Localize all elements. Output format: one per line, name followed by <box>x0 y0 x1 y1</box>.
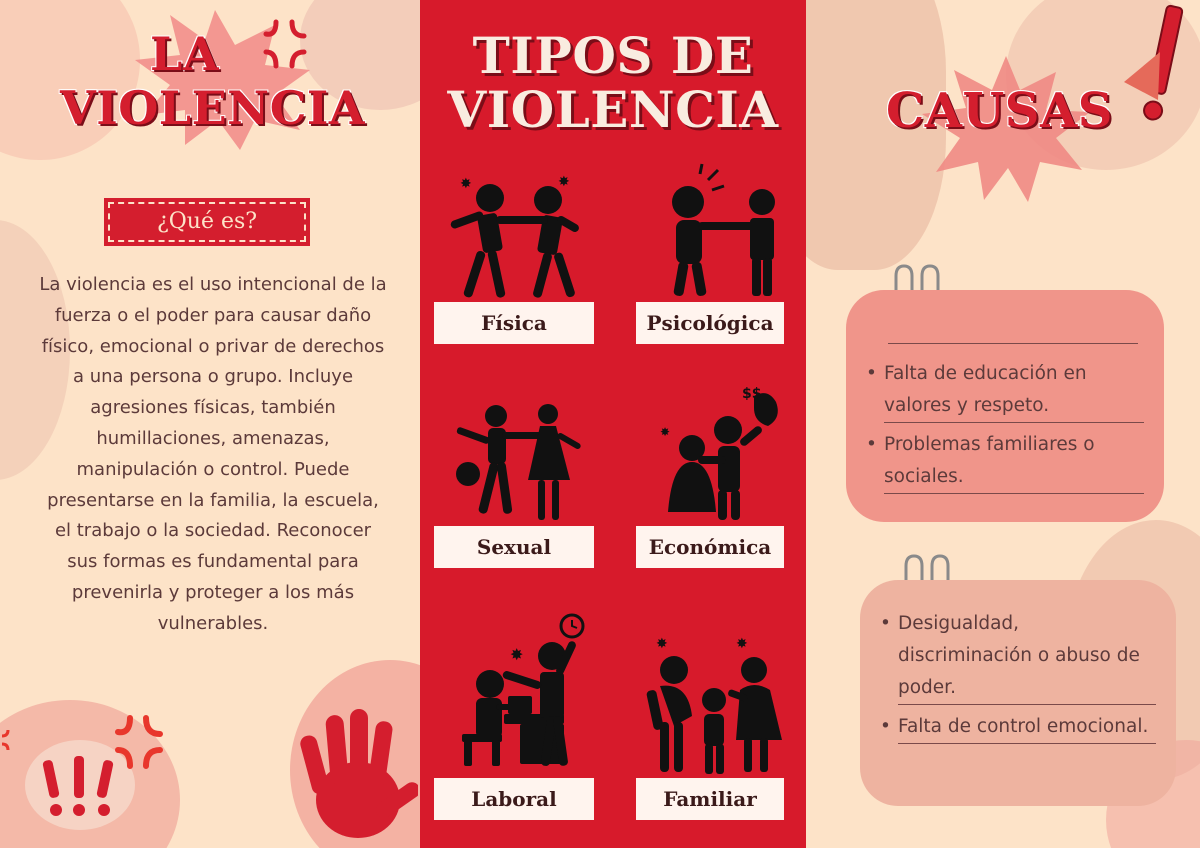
svg-text:✸: ✸ <box>510 645 524 664</box>
left-title-line2: VIOLENCIA <box>60 81 366 135</box>
left-title-line1: LA <box>150 27 220 81</box>
decor-triangle-icon <box>1124 52 1162 102</box>
anger-symbol-icon <box>254 14 314 74</box>
right-panel <box>806 0 1200 848</box>
starburst-icon <box>100 0 360 160</box>
cause-item: • Problemas familiares o sociales. <box>884 429 1144 494</box>
causes-list-1 <box>884 358 1144 494</box>
middle-panel <box>420 0 806 848</box>
causes-note-1 <box>846 290 1164 522</box>
cause-item: • Falta de control emocional. <box>898 711 1156 744</box>
svg-text:✸: ✸ <box>660 425 671 439</box>
middle-title-line1: TIPOS DE <box>472 26 754 85</box>
cause-item: • Desigualdad, discriminación o abuso de poder. <box>898 608 1156 705</box>
anger-symbol-icon <box>0 728 20 752</box>
definition-paragraph: La violencia es el uso intencional de la fuerza o el poder para causar daño físico, emocional o privar de derechos a una persona o grupo. Incluye agresiones físicas, también humillaciones, amenazas, manipulación o control. Puede presentarse en la familia, la escuela, el trabajo o la sociedad. Reconocer sus formas es fundamental para prevenirla y proteger a los más vulnerables. <box>39 274 387 634</box>
fighting-figures-icon <box>440 170 590 298</box>
cause-item: • Falta de educación en valores y respeto. <box>884 358 1144 423</box>
causes-title: CAUSAS <box>886 83 1113 139</box>
anger-symbol-icon <box>108 712 168 772</box>
svg-text:✸: ✸ <box>558 174 570 190</box>
type-label-fisica: Física <box>434 302 594 344</box>
middle-title-line2: VIOLENCIA <box>447 80 779 139</box>
svg-text:✸: ✸ <box>736 636 748 652</box>
left-panel <box>0 0 420 848</box>
red-handprint-icon <box>298 705 418 848</box>
money-bag-taken-icon <box>642 382 792 522</box>
grabbing-figure-icon <box>448 402 588 522</box>
causes-note-2 <box>860 580 1176 806</box>
parents-yelling-child-icon <box>630 630 800 780</box>
svg-text:✸: ✸ <box>460 176 472 192</box>
causes-list-2 <box>898 608 1156 744</box>
type-label-familiar: Familiar <box>636 778 784 820</box>
note-rule <box>888 304 1138 344</box>
question-label: ¿Qué es? <box>104 198 310 246</box>
type-label-laboral: Laboral <box>434 778 594 820</box>
type-label-economica: Económica <box>636 526 784 568</box>
svg-text:✸: ✸ <box>656 636 668 652</box>
boss-yelling-worker-icon <box>440 610 600 770</box>
type-label-psicologica: Psicológica <box>636 302 784 344</box>
pointing-shouting-icon <box>640 162 790 296</box>
type-label-sexual: Sexual <box>434 526 594 568</box>
svg-text:$$: $$ <box>742 386 762 402</box>
